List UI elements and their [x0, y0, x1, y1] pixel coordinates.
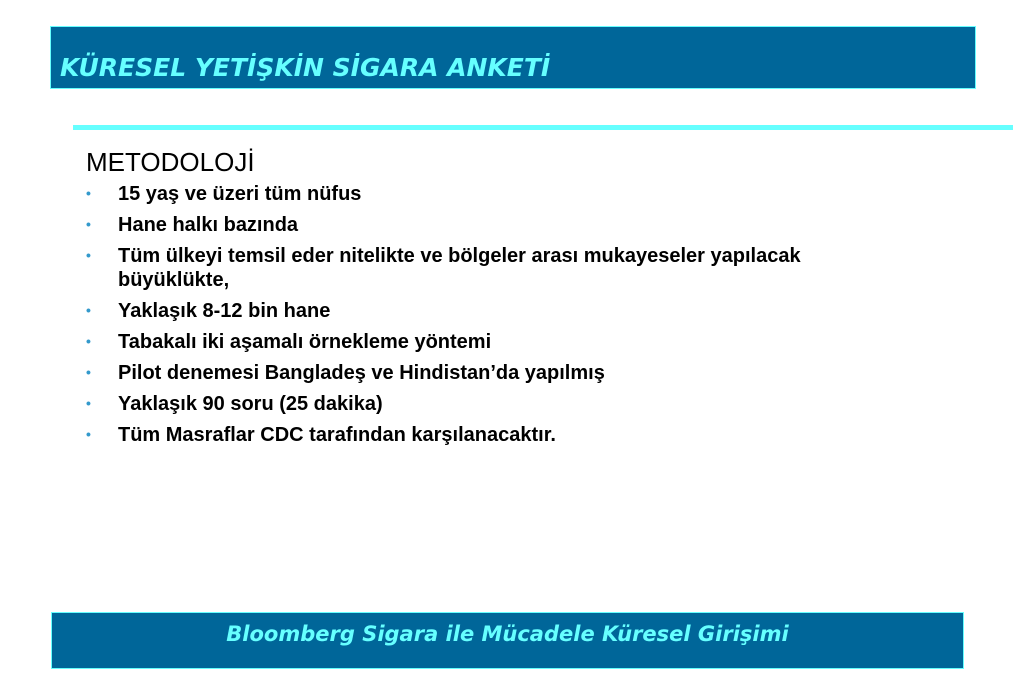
title-banner	[50, 26, 976, 89]
bullet-item	[86, 244, 846, 292]
bullet-text: Pilot denemesi Bangladeş ve Hindistan’da yapılmış	[118, 362, 605, 384]
bullet-icon: •	[86, 216, 91, 232]
bullet-text: Tüm Masraflar CDC tarafından karşılanacaktır.	[118, 424, 556, 446]
footer-text: Bloomberg Sigara ile Mücadele Küresel Girişimi	[226, 622, 789, 646]
bullet-item	[86, 392, 846, 416]
bullet-icon: •	[86, 426, 91, 442]
bullet-item	[86, 299, 846, 323]
bullet-text: Yaklaşık 8-12 bin hane	[118, 300, 331, 322]
bullet-list	[86, 182, 846, 447]
bullet-text: Hane halkı bazında	[118, 214, 299, 236]
bullet-item	[86, 330, 846, 354]
bullet-text: Tüm ülkeyi temsil eder nitelikte ve bölgeler arası mukayeseler yapılacak büyüklükte,	[118, 245, 801, 291]
bullet-text: Tabakalı iki aşamalı örnekleme yöntemi	[118, 331, 492, 353]
bullet-text: Yaklaşık 90 soru (25 dakika)	[118, 393, 383, 415]
bullet-text: 15 yaş ve üzeri tüm nüfus	[118, 183, 362, 205]
section-heading: METODOLOJİ	[86, 147, 255, 177]
slide-title: KÜRESEL YETİŞKİN SİGARA ANKETİ	[60, 53, 551, 82]
footer-banner	[51, 612, 964, 669]
slide-content	[86, 146, 846, 454]
bullet-icon: •	[86, 247, 91, 263]
header-divider	[73, 125, 1013, 130]
bullet-item	[86, 361, 846, 385]
bullet-item	[86, 213, 846, 237]
bullet-item	[86, 182, 846, 206]
bullet-icon: •	[86, 185, 91, 201]
bullet-icon: •	[86, 364, 91, 380]
bullet-icon: •	[86, 302, 91, 318]
bullet-item	[86, 423, 846, 447]
bullet-icon: •	[86, 333, 91, 349]
bullet-icon: •	[86, 395, 91, 411]
